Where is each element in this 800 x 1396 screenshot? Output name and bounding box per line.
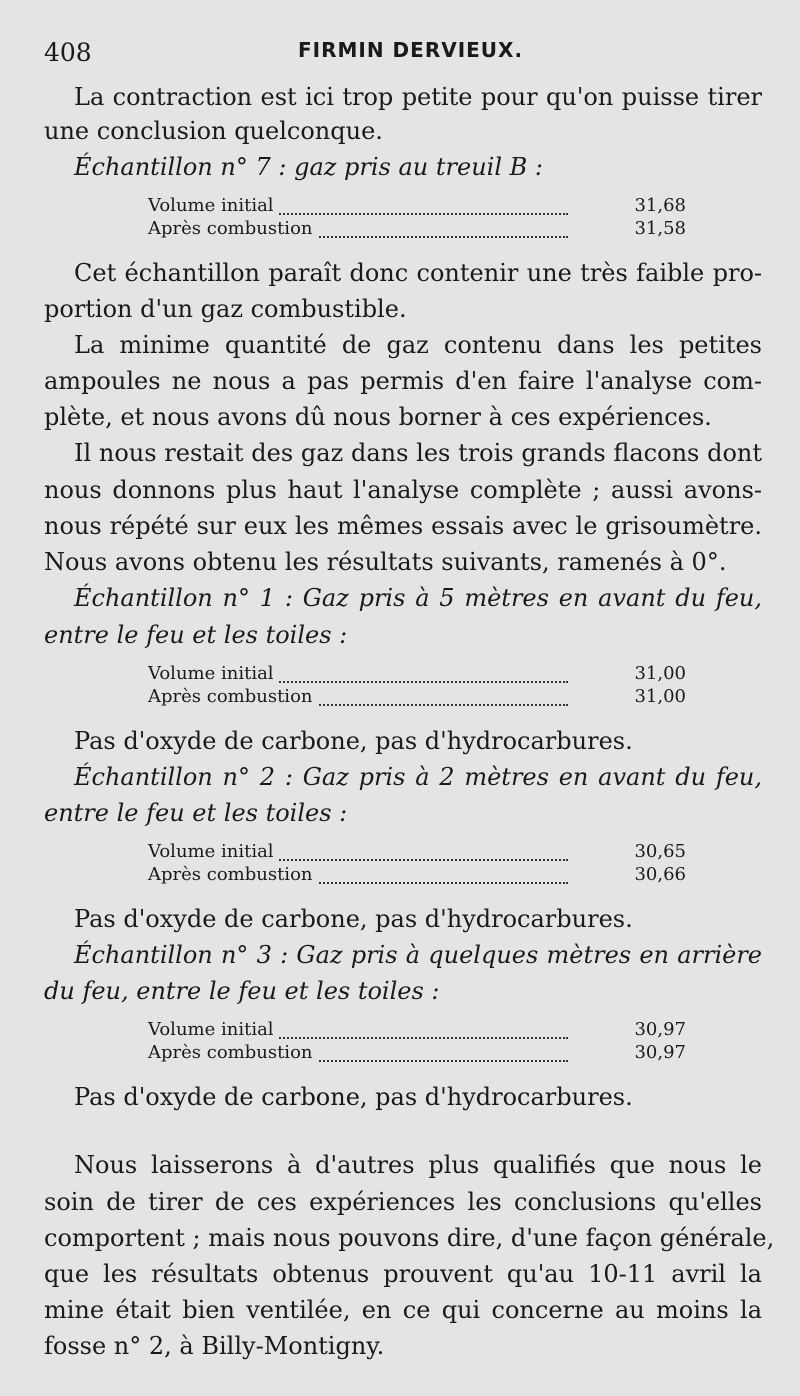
text-line: Cet échantillon paraît donc contenir une très faible pro-: [74, 259, 762, 287]
sample-title: Échantillon n° 3 : Gaz pris à quelques mètres en arrière: [74, 941, 762, 969]
measurement-value: 31,68: [634, 195, 686, 216]
sample-title: du feu, entre le feu et les toiles :: [44, 977, 440, 1005]
text-line: soin de tirer de ces expériences les conclusions qu'elles: [44, 1188, 762, 1216]
sample-title: Échantillon n° 2 : Gaz pris à 2 mètres en avant du feu,: [74, 763, 762, 791]
page-number: 408: [44, 38, 92, 67]
text-line: Il nous restait des gaz dans les trois grands flacons dont: [74, 439, 762, 467]
text-line: que les résultats obtenus prouvent qu'au 10-11 avril la: [44, 1260, 762, 1288]
text-line: une conclusion quelconque.: [44, 117, 383, 145]
measurement-label: Après combustion: [148, 686, 317, 707]
measurement-label: Volume initial: [148, 663, 278, 684]
text-line: Pas d'oxyde de carbone, pas d'hydrocarbures.: [74, 905, 633, 933]
measurement-value: 30,97: [634, 1019, 686, 1040]
sample-title: Échantillon n° 7 : gaz pris au treuil B :: [74, 153, 543, 181]
text-line: nous donnons plus haut l'analyse complète ; aussi avons-: [44, 476, 762, 504]
text-line: ampoules ne nous a pas permis d'en faire l'analyse com-: [44, 367, 762, 395]
measurement-row: [148, 218, 686, 242]
sample-title: entre le feu et les toiles :: [44, 621, 348, 649]
running-title: FIRMIN DERVIEUX.: [298, 38, 524, 62]
page-header: [0, 34, 800, 74]
measurement-value: 31,58: [634, 218, 686, 239]
measurement-row: [148, 1019, 686, 1043]
text-line: comportent ; mais nous pouvons dire, d'une façon générale,: [44, 1224, 775, 1252]
text-line: La minime quantité de gaz contenu dans les petites: [74, 331, 762, 359]
measurement-row: [148, 1042, 686, 1066]
text-line: plète, et nous avons dû nous borner à ces expériences.: [44, 403, 712, 431]
measurement-row: [148, 686, 686, 710]
sample-title: Échantillon n° 1 : Gaz pris à 5 mètres en avant du feu,: [74, 584, 762, 612]
text-line: Nous avons obtenu les résultats suivants, ramenés à 0°.: [44, 548, 727, 576]
measurement-value: 30,65: [634, 841, 686, 862]
measurement-row: [148, 864, 686, 888]
text-line: Nous laisserons à d'autres plus qualifiés que nous le: [74, 1151, 762, 1179]
text-line: La contraction est ici trop petite pour qu'on puisse tirer: [74, 83, 762, 111]
measurement-row: [148, 841, 686, 865]
measurement-value: 31,00: [634, 663, 686, 684]
sample-title: entre le feu et les toiles :: [44, 799, 348, 827]
text-line: portion d'un gaz combustible.: [44, 295, 407, 323]
text-line: Pas d'oxyde de carbone, pas d'hydrocarbures.: [74, 1083, 633, 1111]
measurement-label: Après combustion: [148, 1042, 317, 1063]
text-line: nous répété sur eux les mêmes essais avec le grisoumètre.: [44, 512, 762, 540]
measurement-row: [148, 663, 686, 687]
measurement-row: [148, 195, 686, 219]
measurement-label: Volume initial: [148, 195, 278, 216]
text-line: mine était bien ventilée, en ce qui concerne au moins la: [44, 1296, 762, 1324]
text-line: fosse n° 2, à Billy-Montigny.: [44, 1332, 385, 1360]
measurement-label: Volume initial: [148, 841, 278, 862]
measurement-label: Après combustion: [148, 218, 317, 239]
measurement-label: Volume initial: [148, 1019, 278, 1040]
measurement-label: Après combustion: [148, 864, 317, 885]
measurement-value: 30,97: [634, 1042, 686, 1063]
text-line: Pas d'oxyde de carbone, pas d'hydrocarbures.: [74, 727, 633, 755]
measurement-value: 30,66: [634, 864, 686, 885]
measurement-value: 31,00: [634, 686, 686, 707]
